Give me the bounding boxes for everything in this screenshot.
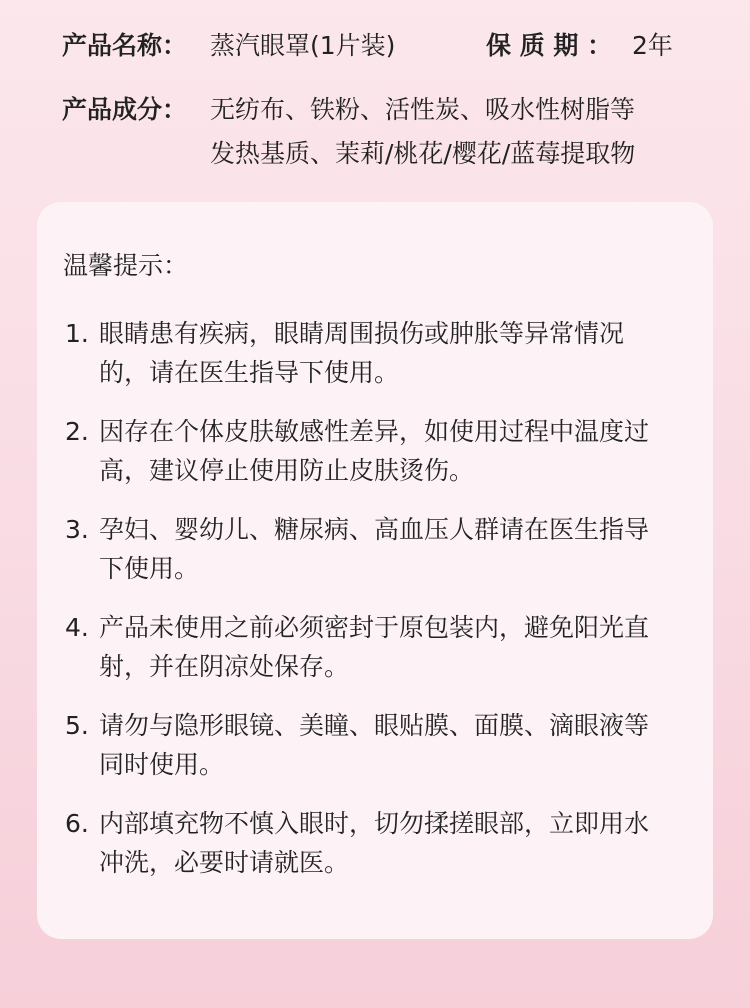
ingredients-label: 产品成分： <box>62 95 188 124</box>
tip-text: 孕妇、婴幼儿、糖尿病、高血压人群请在医生指导下使用。 <box>99 515 650 583</box>
tip-text: 产品未使用之前必须密封于原包装内，避免阳光直射，并在阴凉处保存。 <box>99 613 650 681</box>
tips-title: 温馨提示： <box>63 251 189 280</box>
tip-number: 6. <box>65 809 89 838</box>
tip-item <box>65 412 695 490</box>
tip-item <box>65 706 695 784</box>
tip-number: 4. <box>65 613 89 642</box>
tips-list <box>65 314 695 902</box>
tip-number: 1. <box>65 319 89 348</box>
shelf-life-label: 保 质 期 ： <box>486 31 613 60</box>
tip-item <box>65 510 695 588</box>
ingredients-row <box>62 95 635 183</box>
tip-item <box>65 804 695 882</box>
tip-number: 2. <box>65 417 89 446</box>
shelf-life-value: 2年 <box>632 31 673 60</box>
ingredients-value <box>210 95 635 183</box>
tip-text: 眼睛患有疾病，眼睛周围损伤或肿胀等异常情况的，请在医生指导下使用。 <box>99 319 625 387</box>
tips-card <box>37 202 713 939</box>
tip-item <box>65 608 695 686</box>
tip-number: 5. <box>65 711 89 740</box>
tip-item <box>65 314 695 392</box>
product-name-value: 蒸汽眼罩(1片装) <box>210 31 396 60</box>
tip-text: 请勿与隐形眼镜、美瞳、眼贴膜、面膜、滴眼液等同时使用。 <box>99 711 650 779</box>
tip-text: 因存在个体皮肤敏感性差异，如使用过程中温度过高，建议停止使用防止皮肤烫伤。 <box>99 417 650 485</box>
tip-number: 3. <box>65 515 89 544</box>
shelf-life-row <box>486 31 673 61</box>
product-name-row <box>62 31 395 61</box>
product-name-label: 产品名称： <box>62 31 188 60</box>
ingredients-line: 发热基质、茉莉/桃花/樱花/蓝莓提取物 <box>210 139 636 168</box>
ingredients-line: 无纺布、铁粉、活性炭、吸水性树脂等 <box>210 95 636 124</box>
tip-text: 内部填充物不慎入眼时，切勿揉搓眼部，立即用水冲洗，必要时请就医。 <box>99 809 650 877</box>
